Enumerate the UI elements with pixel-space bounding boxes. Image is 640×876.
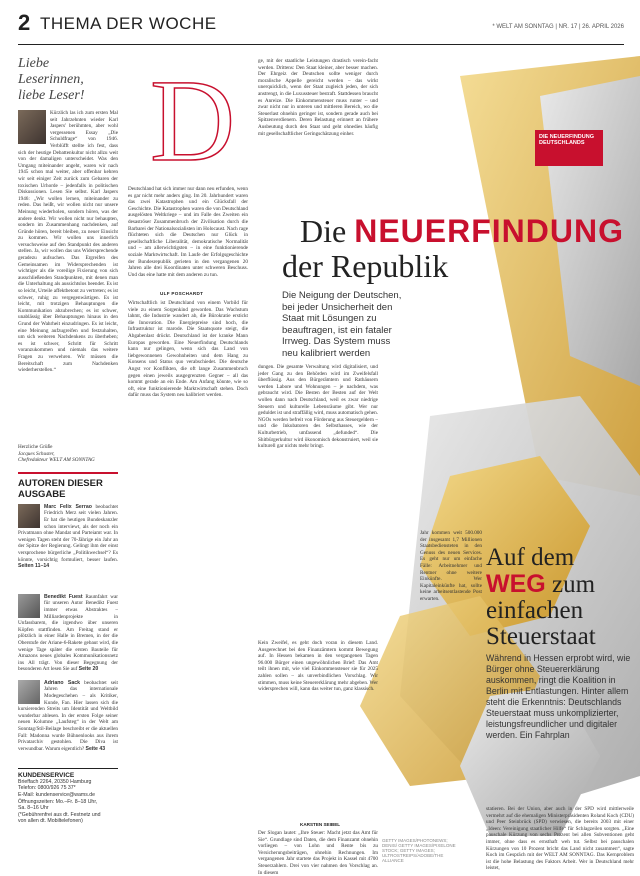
sidebar [18,56,118,825]
headline2-red: WEG [486,570,546,598]
headline-pre: Die [300,213,347,249]
teaser: Die Neigung der Deutschen, bei jeder Unsicherheit den Staat mit Lösungen zu beauftragen, ist ein fataler Irrweg. Das System muss neu kalibriert werden [282,290,402,359]
author-photo [18,680,40,704]
byline-poschardt: ULF POSCHARDT [160,291,204,296]
series-badge: DIE NEUERFINDUNG DEUTSCHLANDS [535,130,603,166]
headline2-line2 [486,571,636,598]
author-photo [18,594,40,618]
author-name: Benedikt Fuest [44,593,83,600]
page-number: 2 [18,10,31,35]
service-line: Brieffach 2264, 20350 Hamburg [18,778,92,785]
service-rule [18,768,118,769]
service-line: Telefon: 0800/926 75 37* [18,785,76,792]
article-narrow-col: Jahr kommen weit 500.000 der insgesamt 1,7 Millionen Staatsbediensteten in den Genuss des neuen Services. Es geht nur um einfache Fälle: Arbeitnehmer und Rentner ohne weitere Einkünfte. Wer Kapitaleinkünfte hat, sollte keine arbeitsentlastende Post erwarten. [420,530,482,602]
author-item [18,504,118,590]
service-line: von allen dt. Mobiltelefonen) [18,818,83,825]
headline-line1 [300,213,624,250]
article-col1: Deutschland hat sich immer nur dann neu erfunden, wenn es gar nicht mehr anders ging. Im 20. Jahrhundert waren das zwei Katastrophen und ein Glücksfall der Geschichte. Die Katastrophen waren die von Deutschland ausgelösten Weltkriege – und im Falle des Zweiten ein desaströser Zusammenbruch der Zivilisation durch die Barbarei der Nationalsozialisten im Holocaust. Nach rage flüchteten sich die Deutschen nur Glück in gesellschaftliche Liberalität, demokratische Normalität und – am allerwichtigsten – in eine funktionierende soziale Marktwirtschaft. Im Laufe der Erfolgsgeschichte der Bundesrepublik gerieten in den vergangenen 20 Jahren alle drei Koordinaten unter schweren Beschuss. Und das eine hatte mit dem anderen zu tun. [128,186,248,278]
article-col1b: Wirtschaftlich ist Deutschland von einem Vorbild für viele zu einem Sorgenkind geworden. Das Wachstum lahmt, die Industrie wandert ab, die Bürokratie erstickt die Innovation. Die Energiepreise sind hoch, die Infrastruktur ist marode. Die Staatsquote steigt, die Abgabenlast drückt. Deutschland ist der kranke Mann Europas geworden. Eine Neuerfindung Deutschlands kann nur gelingen, wenn sich das Land von liebgewonnenen Gewohnheiten und dem Hang zu Konsens und Status quo verabschiedet. Die deutsche Angst vor Konflikten, die oft lange Zusammenbruch gegen einen jeweils ausgegrenzten Gegner – all das kommt gerade an ein Ende. Am Anfang könnte, wie so oft, eine funktionierende Marktwirtschaft stehen. Doch dafür muss das System neu kalibriert werden. [128,300,248,399]
author-photo [18,504,40,528]
author-page: Seiten 11–14 [18,563,50,570]
article2-text: Kein Zweifel, es geht doch voran in diesem Land. Ausgerechnet bei den Finanzämtern kommt Bewegung auf. In Hessen bekamen in den vergangenen Tagen 96.000 Bürger einen ungewöhnlichen Brief: Das Amt teilt ihnen mit, wie viel Einkommensteuer sie für 2025 zahlen sollen – als unverbindlichen Vorschlag. Wir stimmen, muss keine Steuererklärung mehr abgeben. Wer widersprechen will, kann das weiter tun, ganz klassisch. [258,640,378,693]
headline2-line4: Steuerstaat [486,623,596,650]
headline2-zum: zum [551,571,596,598]
authors-heading: AUTOREN DIESER AUSGABE [18,477,103,500]
issue-meta: * WELT AM SONNTAG | NR. 17 | 26. APRIL 2026 [492,24,624,30]
article-col3: dungen. Die gesamte Verwaltung wird digitalisiert, und jeder Gang zu den Behörden wird im Zweifelsfall überflüssig. Aus den Bürgerämtern und Rathäusern werden Labore und Wohnungen – je nachdem, was gebraucht wird. Die Besten der Besten auf der Welt wollen dann nach Deutschland, weil es zwar niedrige Steuern und kulturelle Lebensräume gibt. Wer nur geduldet ist und straffällig wird, muss automatisch gehen. NGOs werden befreit von Förderung aus Steuergeldern – und die Inkubatoren des Selbsthasses, wie der Kulturbetrieb, umfassend „defunded“. Die Shitbürgerkultur wird ökonomisch dekonstruiert, weil sie kulturell gar nichts mehr bringt. [258,364,378,450]
headline2-line3: einfachen [486,597,584,624]
author-item [18,680,118,762]
author-text: Raumfahrt war für unseren Autor Benedikt Fuest immer etwas Abstraktes – Milliardenprojekte in Unfassbarem, die irgendwo über unseren Köpfen stattfinden. Am Freitag stand er plötzlich in einer Halle in Bremen, in der die Oberstufe der Ariane-6-Rakete gebaut wird, die wenige Tage später die ersten Bauteile für Amazons neues globales Kommunikationsnetz ins All trägt. Von dieser Begegnung der besonderen Art lesen Sie auf [18,593,119,673]
headline2-line1: Auf dem [486,544,575,571]
article-col2: ge, mit der staatliche Leistungen drastisch verein-facht werden. Drittens: Den Staat kleiner, aber besser machen. Der Ehrgeiz der Deutschen sollte weniger durch moralische Appelle gereicht werden – das wirkt unerquicklich, wenn der Staat zugleich jeden, der sich anstrengt, in die Luxussteuer bestraft. Stattdessen braucht es Anreize. Die Einkommensteuer muss runter – und zwar nicht nur in unteren und mittleren Bereich, wo die Steuerlast ohnehin geringer ist, sondern gerade auch bei Spitzenverdienern. Deren Belastung erinnert an frühere Ausbeutung durch den Staat und geht ohnedies häufig mit gesellschaftlicher Geringschätzung einher. [258,58,378,137]
article2-right-col: statieren. Bei der Union, aber auch in der SPD wird mittlerweile vermehrt auf die ehemaligen Ministerpräsidenten Roland Koch (CDU) und Peer Steinbrück (SPD) verwiesen, die bereits 2003 mit einer „Ideen: Vereinigung staatlicher Hilfe“ für Schlagzeilen sorgten. „Eine pauschale Kürzung von sechs Prozent bei allen Subventionen geht immer, ohne dass es ernsthaft weh tut. Selbst bei pauschalen Kürzungen von 10 Prozent bricht das Land nicht zusammen“, sagte Koch im Gespräch mit der WELT AM SONNTAG. Das Kernproblem ist die hohe Belastung des Faktors Arbeit. Wer in Deutschland mehr leistet, [486,806,634,872]
headline-line2: der Republik [282,248,449,284]
drop-cap: D [150,55,236,186]
photo-credit: GETTY IMAGES/PHOTONEWS; DENIS/ GETTY IMAGES/PIXELONE STOCK; GETTY IMAGES; ULTROSTREIPS/ADOBE/THE ALLIANCE [382,838,456,863]
author-text: beobachtet seit Jahren das internationale Modegeschehen – als Kritiker, Kunde, Fan. Hier lassen sich die kursierenden Streits um Identität und Weltbild wunderbar ablesen. In der ersten Folge seiner neuen Kolumne „Laufsteg“ in der Welt am Sonntag/Stil-Beilage beschreibt er die aktuellen Fall: Madonna wurde Bühnenlooks aus ihrem Privatarchiv gestohlen. Die Diva ist verwundbar. Warum eigentlich? [18,679,118,752]
editorial-body: Kürzlich las ich zum ersten Mal seit Jahrzehnten wieder Karl Jaspers' berühmten, aber wohl vergessenen Essay „Die Schuldfrage“ von 1946. Verblüfft stellte ich fest, dass sich der heutige Debattenkultur nicht allzu weit von der damaligen unterscheidet. Was den Umgang miteinander angeht, waren wir nach 1945 schon mal weiter, aber offenbar kehren wir seit einiger Zeit zurück zum Gebaren der toxischen Urhorde – jedenfalls in politischen Diskussionen. Lesen Sie selbst. Karl Jaspers 1946: „Wir wollen lernen, miteinander zu reden. Das heißt, wir wollen nicht nur unsere Meinung wiederholen, sondern hören, was der andere denkt. Wir wollen nicht nur behaupten, sondern im Zusammenhang nachdenken, auf Gründe hören, bereit bleiben, zu neuer Einsicht zu kommen. Wir wollen uns innerlich versuchsweise auf den Standpunkt des anderen stellen. Ja, wir wollen das uns Widersprechende geradezu aufsuchen. Das Ergreifen des Gemeinsamen im Widersprechenden ist wichtiger als die voreilige Fixierung von sich ausschließenden Standpunkten, mit denen man die Unterhaltung als aussichtslos beendet. Es ist so leicht, Urteile affektbetont zu vertreten; es ist schwer, ruhig zu vergegenwärtigen. Es ist leicht, mit trotzigen Behauptungen die Kommunikation abzubrechen; es ist schwer, unablässig über Behauptungen hinaus in den Grund der Wahrheit einzudringen. Es ist leicht, eine Meinung aufzugreifen und festzuhalten, um sich weiteren Nachdenkens zu überheben; es ist schwer, Schritt für Schritt voranzukommen und niemals das weitere Fragen zu verwehren. Wir müssen die Bereitschaft zum Nachdenken wiederherstellen.“ [18,110,118,374]
editorial-role: Chefredakteur WELT AM SONNTAG [18,457,95,464]
service-line[interactable]: E-Mail: kundenservice@wams.de [18,791,96,798]
section-title: THEMA DER WOCHE [40,14,217,33]
authors-rule [18,472,118,474]
editorial-closing: Herzliche Grüße [18,444,53,450]
author-text: beobachtet Friedrich Merz seit vielen Jahren. Er hat die heutigen Bundeskanzler schon interviewt, als der noch ein Privatmann ohne Mandat und Parteiamt war. In wenigen Tagen steht der 70-Jährige ein Jahr an der Spitze der Regierung. Gelingt ihm der einst versprochene bürgerliche „Politikwechsel“? Es könnte, vorsichtig formuliert, besser laufen. [18,503,118,563]
teaser2: Während in Hessen erprobt wird, wie Bürger ohne Steuererklärung auskommen, ringt die Koalition in Berlin mit Entlastungen. Hinter allem steht die Erkenntnis: Deutschlands Steuerstaat muss unkomplizierter, leistungsfreundlicher und digitaler werden. Ein Fahrplan [486,653,631,740]
author-page: Seite 20 [78,666,99,673]
author-name: Adriano Sack [44,679,81,686]
author-page: Seite 43 [85,745,106,752]
service-line: Öffnungszeiten: Mo.–Fr. 8–18 Uhr, [18,798,98,805]
article2-text-cont: Der Slogan lautet: „Ihre Steuer: Macht jetzt das Amt für Sie“. Grundlage sind Daten, die dem Finanzamt ohnehin vorliegen – von Lohn und Rente bis zu Versicherungsbeiträgen, ohnehin Rechnungen. Im vergangenen Jahr startete das Projekt in Kassel mit 4700 Steuerzahlern. Drei von vier nahmen den Vorschlag an. In diesem [258,830,378,876]
author-name: Marc Felix Serrao [44,503,92,510]
header-rule [18,44,624,45]
service-line: Sa. 8–16 Uhr [18,805,49,812]
editor-photo [18,110,46,144]
service-heading: KUNDENSERVICE [18,771,75,779]
headline-red: NEUERFINDUNG [354,213,624,249]
byline-seibel: KARSTEN SEIBEL [300,822,341,827]
editorial-heading: Liebe Leserinnen, liebe Leser! [18,56,85,103]
author-item [18,594,118,676]
editorial-author: Jacques Schuster, [18,450,55,457]
headline2 [486,545,636,650]
service-line: (*Gebührenfrei aus dt. Festnetz und [18,811,101,818]
